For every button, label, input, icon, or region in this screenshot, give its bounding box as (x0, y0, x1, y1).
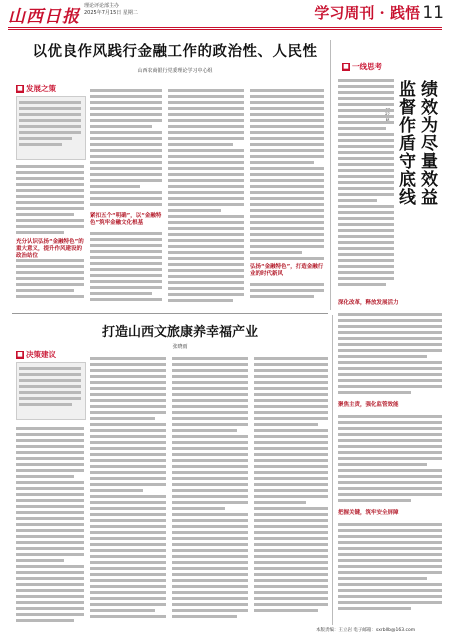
column-subhead-2: 聚焦主责，强化监管效能 (338, 402, 399, 408)
column-col2-text (338, 310, 442, 400)
article1-col2-text (90, 86, 162, 212)
article1-subhead-1: 充分认识弘扬“金融特色”的重大意义，提升作风建设的政治站位 (16, 239, 84, 259)
column-col4-text (338, 520, 442, 620)
article1-col3-text (168, 86, 244, 306)
page-header (0, 0, 450, 34)
page-footer: 本版责编：王立岩 电子邮箱：sxrbllb@163.com (316, 628, 416, 633)
column-subhead-1: 深化改革，释放发展活力 (338, 300, 399, 306)
column-title-line1: 绩效为尽量效益 (417, 80, 437, 206)
column-col1-text (338, 76, 394, 296)
article2-col2-text (90, 354, 166, 624)
article1-author: 山西农商银行党委理论学习中心组 (137, 68, 213, 74)
masthead: 山西日报 (8, 7, 80, 27)
article1-subhead-2: 紧扣五个“明确”，以“金融特色”筑牢金融文化根基 (90, 213, 162, 226)
column-col3-text (338, 412, 442, 508)
header-rule-2 (8, 29, 442, 30)
article1-col2b-text (90, 229, 162, 307)
column-subhead-3: 把握关键，筑牢安全屏障 (338, 510, 399, 516)
column-separator (330, 40, 331, 310)
page-number: 11 (422, 3, 444, 23)
article2-abstract-text (19, 364, 81, 418)
article2-col1-text (16, 424, 84, 624)
article2-col4-text (254, 354, 328, 624)
article1-col1-text (16, 162, 84, 242)
tag-square-icon: ■ (17, 350, 23, 358)
tag-square-icon: ■ (343, 62, 349, 70)
header-meta: 理论评论部主办 2025年7月15日 星期二 (84, 3, 138, 16)
article2-title: 打造山西文旅康养幸福产业 (101, 325, 258, 340)
section-divider (12, 313, 328, 314)
article1-title: 以优良作风践行金融工作的政治性、人民性 (32, 43, 318, 60)
column-tag: ■ 一线思考 (343, 62, 382, 71)
tag-square-icon: ■ (17, 84, 23, 92)
section-title: 学习周刊 · 践悟 (314, 4, 420, 22)
article1-abstract-text (19, 98, 81, 158)
article2-col3-text (172, 354, 248, 624)
header-rule (8, 27, 442, 28)
article1-tag: ■ 发展之策 (17, 84, 56, 93)
column-title-line2: 监督作盾守底线 (395, 80, 415, 206)
article2-tag: ■ 决策建议 (17, 350, 56, 359)
column-separator-lower (332, 315, 333, 625)
article1-subhead-3: 弘扬“金融特色”，打造金融行业的时代新风 (250, 264, 324, 277)
article1-col4b-text (250, 280, 324, 306)
article2-author: 张晓雨 (172, 344, 188, 350)
article1-col4-text (250, 86, 324, 262)
article1-col1b-text (16, 256, 84, 306)
